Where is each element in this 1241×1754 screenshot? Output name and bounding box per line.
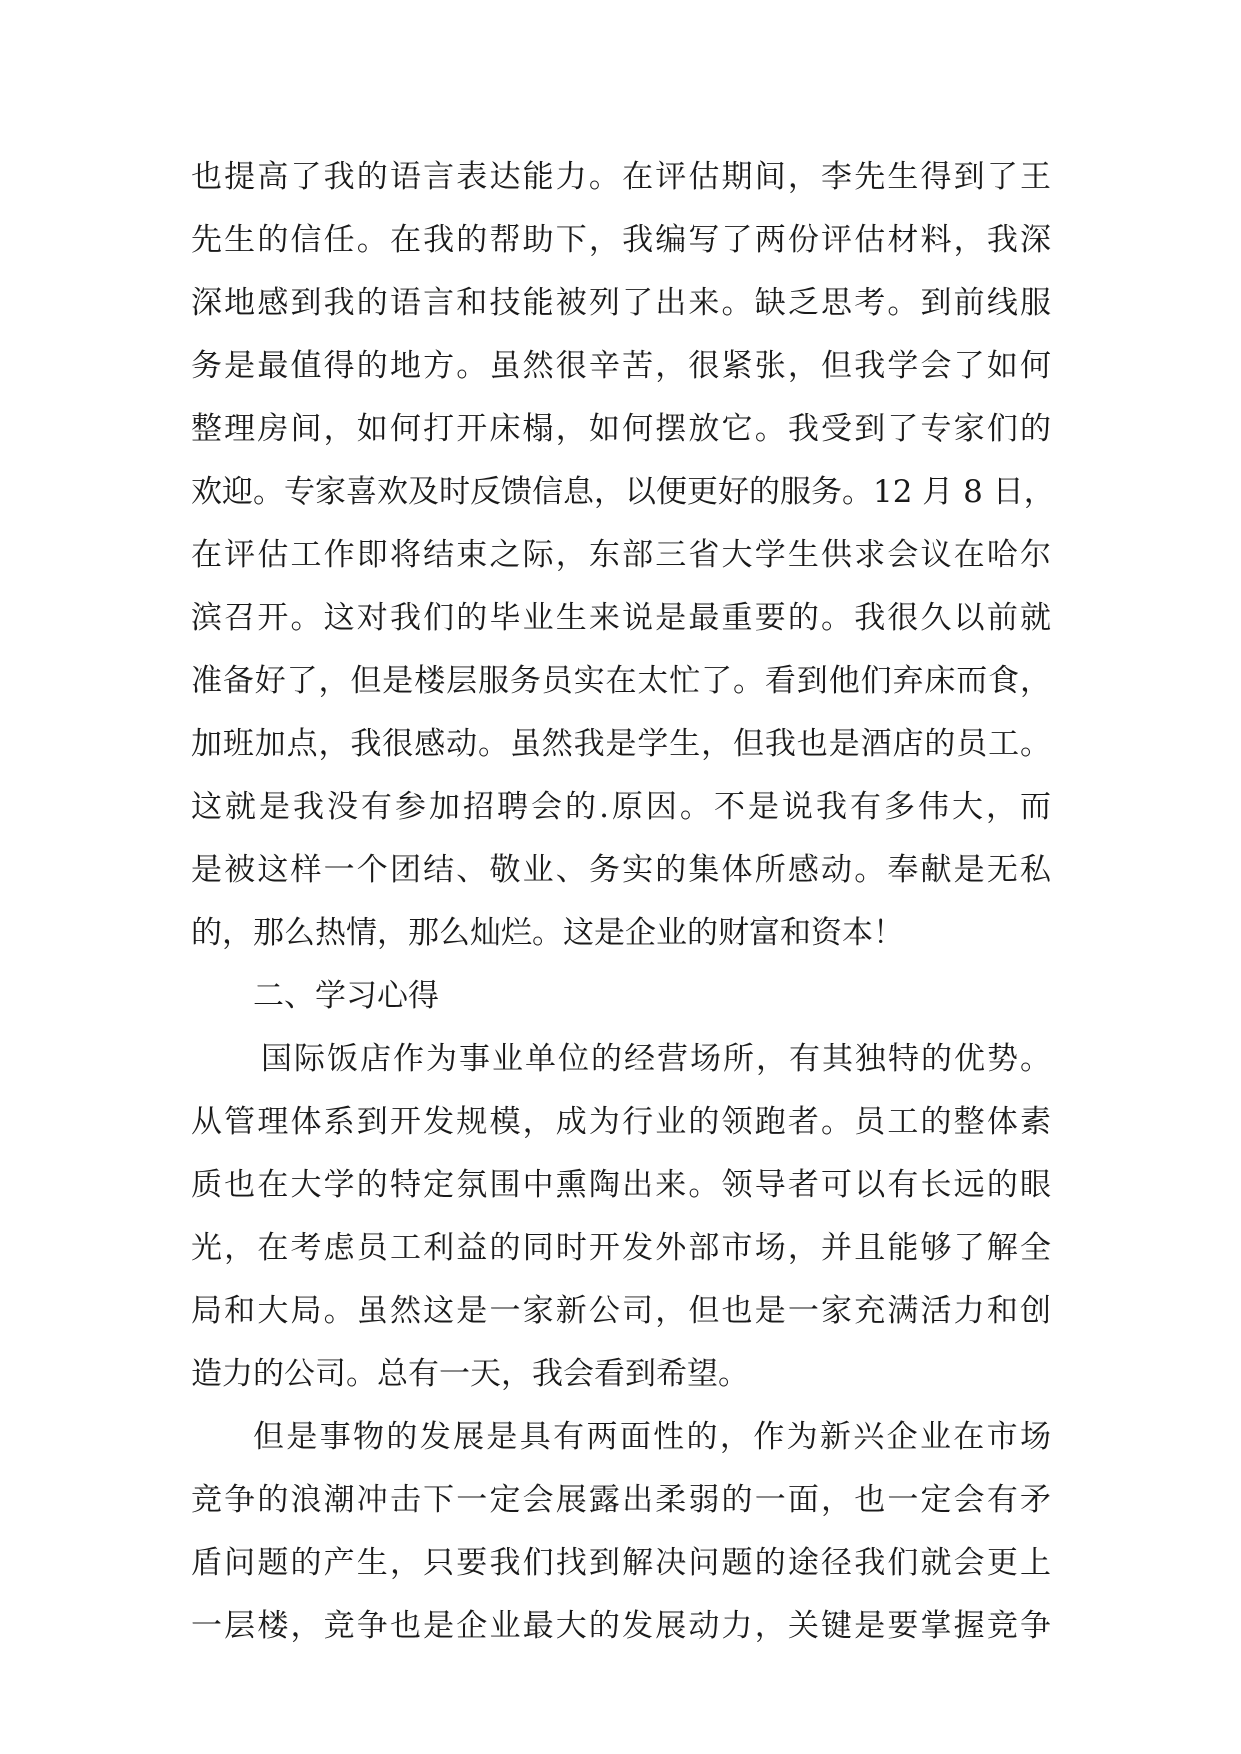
- text-line: 竞争的浪潮冲击下一定会展露出柔弱的一面，也一定会有矛: [191, 1482, 1051, 1518]
- text-line: 造力的公司。总有一天，我会看到希望。: [191, 1356, 749, 1392]
- text-line: 滨召开。这对我们的毕业生来说是最重要的。我很久以前就: [191, 600, 1051, 636]
- text-line: 深地感到我的语言和技能被列了出来。缺乏思考。到前线服: [191, 285, 1051, 321]
- text-line: 加班加点，我很感动。虽然我是学生，但我也是酒店的员工。: [191, 726, 1051, 762]
- paragraph-1: [191, 146, 1055, 965]
- text-line: 从管理体系到开发规模，成为行业的领跑者。员工的整体素: [191, 1104, 1051, 1140]
- section-heading: 二、学习心得: [253, 978, 439, 1014]
- text-line: 先生的信任。在我的帮助下，我编写了两份评估材料，我深: [191, 222, 1051, 258]
- text-line: 这就是我没有参加招聘会的.原因。不是说我有多伟大，而: [191, 789, 1051, 825]
- text-line: 准备好了，但是楼层服务员实在太忙了。看到他们弃床而食，: [191, 663, 1051, 699]
- text-line: 质也在大学的特定氛围中熏陶出来。领导者可以有长远的眼: [191, 1167, 1051, 1203]
- paragraph-3: [191, 1406, 1051, 1658]
- text-line: 也提高了我的语言表达能力。在评估期间，李先生得到了王: [191, 159, 1051, 195]
- text-line: 务是最值得的地方。虽然很辛苦，很紧张，但我学会了如何: [191, 348, 1051, 384]
- text-line: 盾问题的产生，只要我们找到解决问题的途径我们就会更上: [191, 1545, 1051, 1581]
- text-line: 是被这样一个团结、敬业、务实的集体所感动。奉献是无私: [191, 852, 1051, 888]
- text-line: 整理房间，如何打开床榻，如何摆放它。我受到了专家们的: [191, 411, 1051, 447]
- text-line: 国际饭店作为事业单位的经营场所，有其独特的优势。: [261, 1041, 1051, 1077]
- text-line: 光，在考虑员工利益的同时开发外部市场，并且能够了解全: [191, 1230, 1051, 1266]
- text-line: 但是事物的发展是具有两面性的，作为新兴企业在市场: [253, 1419, 1051, 1455]
- text-line: 欢迎。专家喜欢及时反馈信息，以便更好的服务。12 月 8 日，: [191, 474, 1055, 510]
- paragraph-2: [191, 1028, 1051, 1406]
- text-line: 一层楼，竞争也是企业最大的发展动力，关键是要掌握竞争: [191, 1608, 1051, 1644]
- text-line: 局和大局。虽然这是一家新公司，但也是一家充满活力和创: [191, 1293, 1051, 1329]
- text-line: 的，那么热情，那么灿烂。这是企业的财富和资本！: [191, 915, 904, 951]
- text-line: 在评估工作即将结束之际，东部三省大学生供求会议在哈尔: [191, 537, 1051, 573]
- document-body: [191, 146, 1055, 1658]
